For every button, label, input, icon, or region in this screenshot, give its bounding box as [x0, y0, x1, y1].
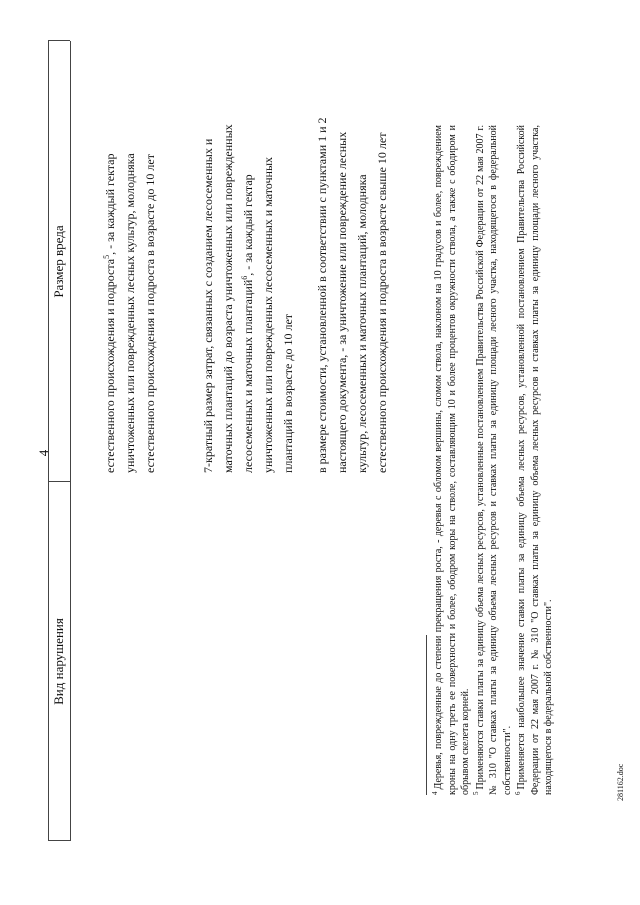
damage-row-3: в размере стоимости, установленной в соответствии с пунктами 1 и 2 настоящего документа, - за уничтожение или повреждение лесных культур, лесосеменных и маточных плантаций, молодняка естественного происхождения и подроста в возрасте свыше 10 лет [315, 117, 389, 473]
footnote-5: $^5$Применяются ставки платы за единицу объема лесных ресурсов, установленные постановлением Правительства Российской Федерации от 22 мая 2007 г. № 310 "О ставках платы за единицу объема лесных ресурсов и ставках платы за единицу площади лесного участка, находящегося в федеральной собственности". [472, 125, 513, 795]
document-code: 281162.doc [616, 763, 625, 801]
footnote-ref-5: 5 [102, 254, 111, 259]
damage-row-2: 7-кратный размер затрат, связанных с созданием лесосеменных и маточных плантаций до возраста уничтоженных или поврежденных лесосеменных и маточных плантаций$^6$, - за каждый гектар уничтоженных или поврежденных лесосеменных и маточных плантаций в возрасте до 10 лет [201, 124, 295, 473]
footnotes [432, 125, 557, 795]
footnote-ref-6: 6 [240, 275, 249, 280]
column-header-violation-type: Вид нарушения [51, 618, 66, 705]
damage-row-1: естественного происхождения и подроста$^5$, - за каждый гектар уничтоженных или поврежденных лесных культур, молодняка естественного происхождения и подроста в возрасте до 10 лет [102, 153, 157, 473]
table-header-border [70, 41, 71, 841]
footnote-separator [426, 635, 427, 795]
page-number: 4 [36, 449, 51, 457]
table-top-border [48, 41, 49, 841]
footnote-4: $^4$Деревья, поврежденные до степени прекращения роста, - деревья с обломом вершины, сломом ствола, наклоном на 10 градусов и более, повреждением кроны на одну треть ее поверхности и более, ободром коры на стволе, составляющим 10 и более процентов окружности ствола, а также с ободиром и обрывом скелета корней. [430, 125, 471, 795]
footnote-6: $^6$Применяется наибольшее значение ставки платы за единицу объема лесных ресурсов, установленной постановлением Правительства Российской Федерации от 22 мая 2007 г. № 310 "О ставках платы за единицу объема лесных ресурсов и ставках платы за единицу площади лесного участка, находящегося в федеральной собственности". [513, 125, 554, 795]
column-header-damage-amount: Размер вреда [51, 225, 66, 298]
